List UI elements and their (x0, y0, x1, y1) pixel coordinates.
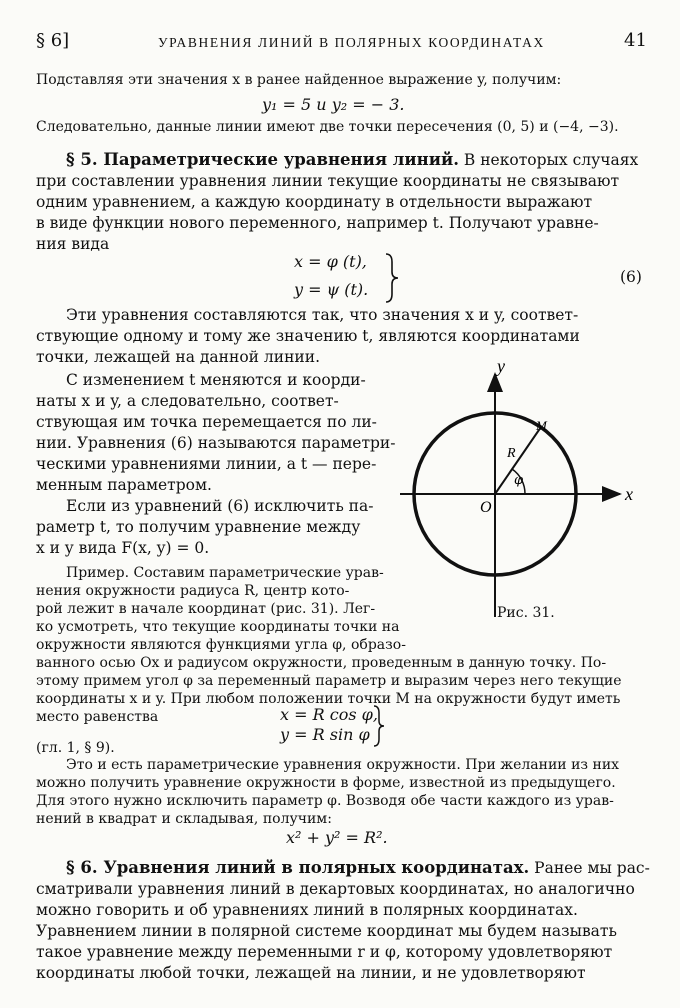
section-5-line: одним уравнением, а каждую координату в отдельности выражают (36, 193, 593, 211)
section-marker: § 6] (36, 30, 70, 51)
para2-line: точки, лежащей на данной линии. (36, 348, 321, 366)
equation-number: (6) (620, 268, 642, 286)
section-6-line-0: Ранее мы рас- (534, 859, 650, 877)
example-line: рой лежит в начале координат (рис. 31). Лег- (36, 601, 376, 617)
x-axis-label: x (625, 484, 633, 504)
example-end-line: можно получить уравнение окружности в форме, известной из предыдущего. (36, 775, 616, 791)
section-6-line: можно говорить и об уравнениях линий в полярных координатах. (36, 901, 578, 919)
circle-equation-brace (370, 704, 390, 748)
section-5-line-0: В некоторых случаях (463, 151, 639, 169)
figure-caption: Рис. 31. (497, 605, 555, 621)
angle-phi-label: φ (514, 473, 524, 488)
section-6-line: такое уравнение между переменными r и φ, которому удовлетворяют (36, 943, 613, 961)
para4-line: Если из уравнений (6) исключить па- (66, 497, 374, 515)
page-number: 41 (624, 30, 647, 51)
intro-line-1: Подставляя эти значения x в ранее найденное выражение y, получим: (36, 72, 562, 88)
origin-label: O (480, 499, 492, 516)
intro-line-2: Следовательно, данные линии имеют две точки пересечения (0, 5) и (−4, −3). (36, 119, 619, 135)
example-line: координаты x и y. При любом положении точки M на окружности будут иметь (36, 691, 621, 707)
section-5-line: ния вида (36, 235, 110, 253)
para3-line: менным параметром. (36, 476, 212, 494)
section-5-line: при составлении уравнения линии текущие координаты не связывают (36, 172, 620, 190)
equation-x: x = φ (t), (294, 252, 367, 271)
example-line: нения окружности радиуса R, центр кото- (36, 583, 350, 599)
example-line: Пример. Составим параметрические урав- (66, 565, 384, 581)
figure-31 (400, 352, 650, 622)
example-end-line: Это и есть параметрические уравнения окружности. При желании из них (66, 757, 620, 773)
equation-brace (382, 252, 404, 304)
equation-y: y = ψ (t). (294, 280, 369, 299)
example-line: ванного осью Ox и радиусом окружности, проведенным в данную точку. По- (36, 655, 607, 671)
chapter-reference: (гл. 1, § 9). (36, 740, 115, 756)
section-6-line: Уравнением линии в полярной системе координат мы будем называть (36, 922, 617, 940)
section-6-first-line (66, 858, 650, 877)
para4-line: раметр t, то получим уравнение между (36, 518, 361, 536)
section-6-line: координаты любой точки, лежащей на линии, и не удовлетворяют (36, 964, 586, 982)
example-line: место равенства (36, 709, 159, 725)
section-6-heading: § 6. Уравнения линий в полярных координатах. (66, 858, 530, 877)
intro-equation: y₁ = 5 и y₂ = − 3. (262, 95, 405, 114)
section-6-line: сматривали уравнения линий в декартовых координатах, но аналогично (36, 880, 635, 898)
para3-line: ческими уравнениями линии, а t — пере- (36, 455, 377, 473)
example-end-line: нений в квадрат и складывая, получим: (36, 811, 332, 827)
example-line: этому примем угол φ за переменный параметр и выразим через него текущие (36, 673, 622, 689)
section-5-first-line (66, 150, 638, 169)
para3-line: ствующая им точка перемещается по ли- (36, 413, 377, 431)
radius-label: R (507, 446, 516, 461)
circle-equation-x: x = R cos φ, (280, 705, 378, 724)
para3-line: наты x и y, а следовательно, соответ- (36, 392, 339, 410)
circle-equation-result: x² + y² = R². (286, 828, 388, 847)
point-m-label: M (536, 418, 547, 433)
para2-line: Эти уравнения составляются так, что значения x и y, соответ- (66, 306, 579, 324)
running-title: УРАВНЕНИЯ ЛИНИЙ В ПОЛЯРНЫХ КООРДИНАТАХ (158, 35, 545, 50)
example-line: ко усмотреть, что текущие координаты точки на (36, 619, 400, 635)
para2-line: ствующие одному и тому же значению t, являются координатами (36, 327, 580, 345)
example-line: окружности являются функциями угла φ, образо- (36, 637, 406, 653)
section-5-line: в виде функции нового переменного, например t. Получают уравне- (36, 214, 599, 232)
y-axis-label: y (497, 356, 505, 376)
circle-equation-y: y = R sin φ (280, 725, 370, 744)
para4-line: x и y вида F(x, y) = 0. (36, 539, 210, 557)
para3-line: С изменением t меняются и коорди- (66, 371, 366, 389)
section-5-heading: § 5. Параметрические уравнения линий. (66, 150, 459, 169)
para3-line: нии. Уравнения (6) называются параметри- (36, 434, 396, 452)
example-end-line: Для этого нужно исключить параметр φ. Возводя обе части каждого из урав- (36, 793, 614, 809)
